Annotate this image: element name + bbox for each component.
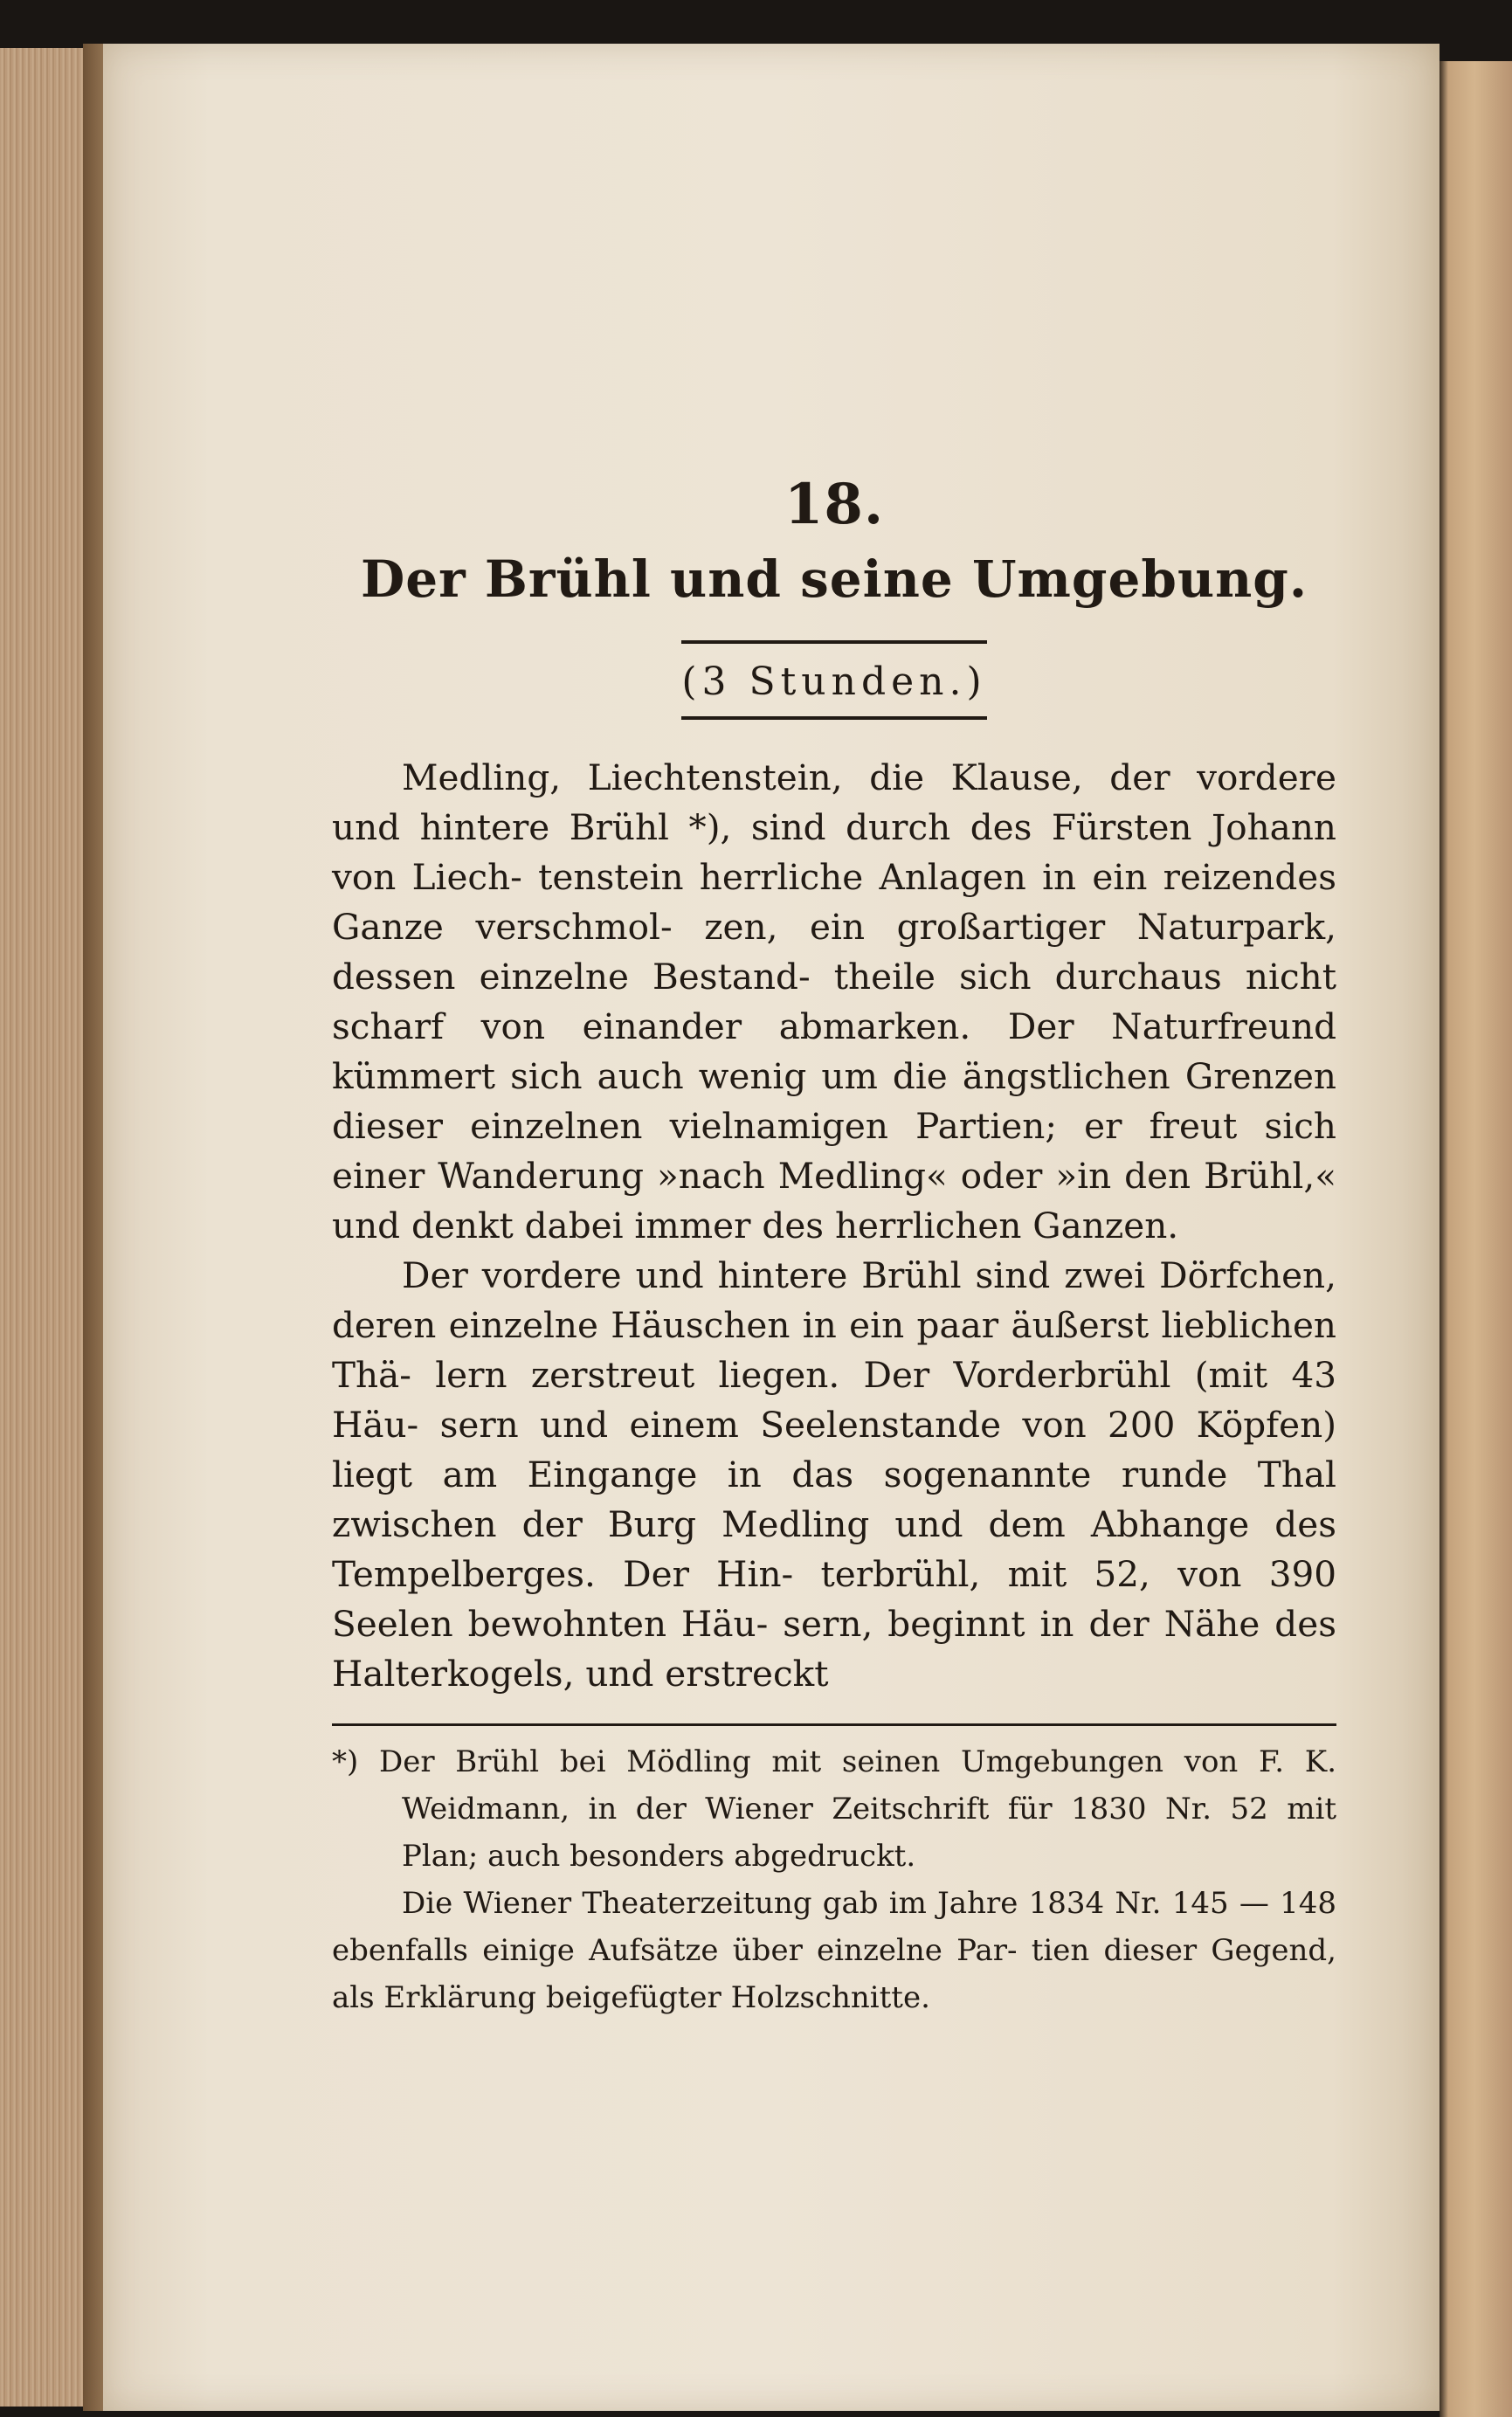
text-line: lern zerstreut liegen. Der Vorderbrühl (mit 43 Häu- <box>332 1354 1336 1446</box>
text-line: sern und einem Seelenstande von 200 Köpfen) liegt am <box>332 1404 1336 1495</box>
page-content <box>332 472 1336 2021</box>
text-line: Eingange in das sogenannte runde Thal zwischen der Burg <box>332 1454 1337 1545</box>
text-line: sern, beginnt in der Nähe des Halterkogels, und erstreckt <box>332 1603 1336 1695</box>
footnote-line: mit Plan; auch besonders abgedruckt. <box>402 1792 1336 1874</box>
footnote-line: *) Der Brühl bei Mödling mit seinen Umgebungen von F. K. <box>332 1744 1336 1779</box>
text-line: einer Wanderung »nach Medling« oder »in den Brühl,« <box>332 1155 1336 1197</box>
text-line: hintere Brühl *), sind durch des Fürsten Johann von Liech- <box>332 806 1336 898</box>
title-rule-bottom <box>681 716 987 720</box>
chapter-number: 18. <box>784 472 885 537</box>
chapter-duration: (3 Stunden.) <box>681 659 987 704</box>
footnote-line: Nr. 145 — 148 ebenfalls einige Aufsätze über einzelne Par- <box>332 1886 1336 1968</box>
footnote-line: tien dieser Gegend, als Erklärung beigefügter Holzschnitte. <box>332 1933 1336 2015</box>
text-line: zen, ein großartiger Naturpark, dessen einzelne Bestand- <box>332 906 1337 998</box>
text-line: theile sich durchaus nicht scharf von einander abmarken. Der <box>332 956 1336 1047</box>
text-line: Medling, Liechtenstein, die Klause, der vordere und <box>332 756 1336 848</box>
text-line: Der vordere und hintere Brühl sind zwei Dörfchen, <box>402 1254 1336 1296</box>
footnote-line: Weidmann, in der Wiener Zeitschrift für 1830 Nr. 52 <box>402 1792 1268 1827</box>
paragraph-1 <box>332 753 1336 1251</box>
footnote-line: Die Wiener Theaterzeitung gab im Jahre 1834 <box>402 1886 1105 1921</box>
footnotes <box>332 1738 1336 2021</box>
facing-page-edge <box>1440 61 1512 2417</box>
footnote-divider <box>332 1723 1336 1726</box>
paragraph-2 <box>332 1251 1336 1699</box>
text-line: Medling und dem Abhange des Tempelberges. Der Hin- <box>332 1503 1336 1595</box>
text-line: deren einzelne Häuschen in ein paar äußerst lieblichen Thä- <box>332 1304 1336 1396</box>
title-rule-top <box>681 640 987 644</box>
text-line: Naturfreund kümmert sich auch wenig um die ängstlichen <box>332 1005 1337 1097</box>
text-line: Grenzen dieser einzelnen vielnamigen Partien; er freut sich <box>332 1055 1336 1147</box>
text-line: und denkt dabei immer des herrlichen Ganzen. <box>332 1205 1179 1246</box>
body-text <box>332 753 1336 1699</box>
footnote-2 <box>332 1880 1336 2021</box>
text-line: tenstein herrliche Anlagen in ein reizendes Ganze verschmol- <box>332 856 1337 948</box>
chapter-title: Der Brühl und seine Umgebung. <box>360 549 1308 609</box>
text-line: terbrühl, mit 52, von 390 Seelen bewohnten Häu- <box>332 1553 1337 1645</box>
footnote-1 <box>332 1738 1336 1880</box>
